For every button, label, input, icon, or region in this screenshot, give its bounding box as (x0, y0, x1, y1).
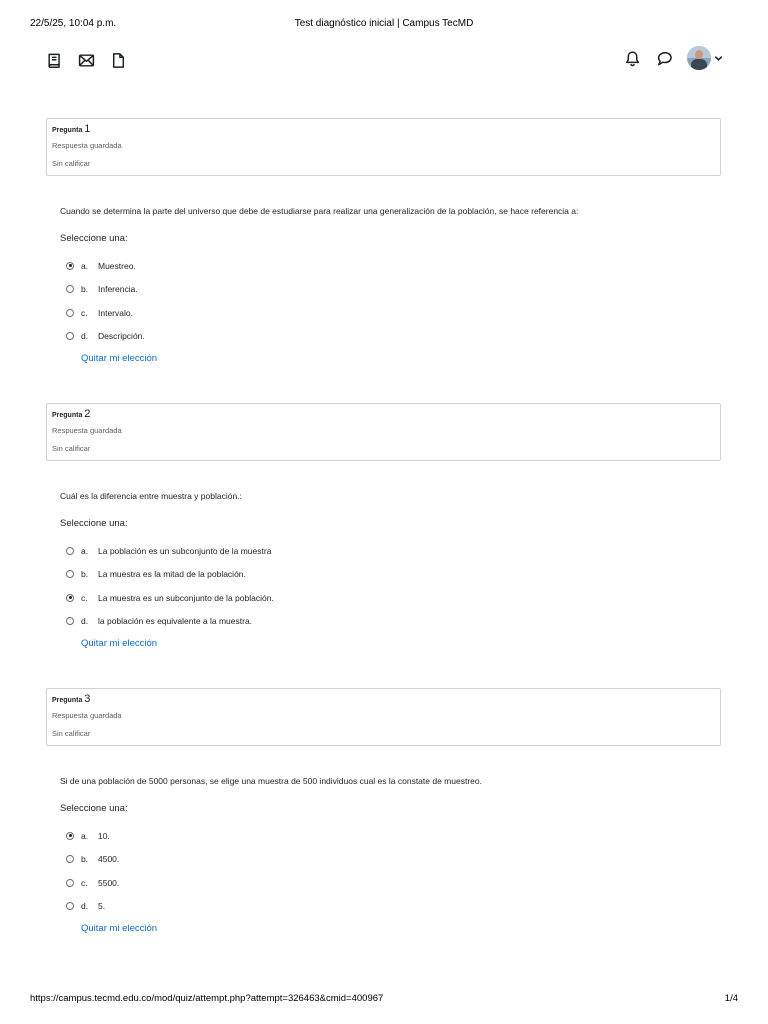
navbar (45, 50, 723, 74)
radio-button[interactable] (66, 285, 74, 293)
radio-button[interactable] (66, 879, 74, 887)
question-info (46, 403, 721, 461)
print-url: https://campus.tecmd.edu.co/mod/quiz/attempt.php?attempt=326463&cmid=400967 (30, 993, 384, 1004)
question-info (46, 118, 721, 176)
answer-prompt: Seleccione una: (60, 233, 128, 244)
user-menu[interactable] (687, 46, 723, 70)
answer-option-a[interactable]: a. La población es un subconjunto de la muestra (60, 539, 710, 563)
question-formulation (60, 205, 710, 366)
answer-list (60, 824, 710, 918)
question-formulation (60, 490, 710, 651)
question-text: Cuando se determina la parte del universo que debe de estudiarse para realizar una generalización de la población, se hace referencia a: (60, 206, 579, 216)
answer-option-a[interactable]: a. Muestreo. (60, 254, 710, 278)
print-datetime: 22/5/25, 10:04 p.m. (30, 18, 117, 29)
chat-bubble-icon[interactable] (655, 48, 673, 68)
answer-option-a[interactable]: a. 10. (60, 824, 710, 848)
radio-button[interactable] (66, 570, 74, 578)
question-grade: Sin calificar (52, 729, 91, 738)
print-page-title: Test diagnóstico inicial | Campus TecMD (294, 18, 474, 29)
radio-button[interactable] (66, 832, 74, 840)
answer-prompt: Seleccione una: (60, 518, 128, 529)
clear-choice-link[interactable]: Quitar mi elección (81, 638, 158, 649)
answer-option-b[interactable]: b. Inferencia. (60, 278, 710, 302)
answer-option-c[interactable]: c. 5500. (60, 871, 710, 895)
question-text: Cuál es la diferencia entre muestra y población.: (60, 491, 242, 501)
bell-icon[interactable] (623, 48, 641, 68)
book-icon[interactable] (45, 50, 63, 70)
answer-option-b[interactable]: b. 4500. (60, 848, 710, 872)
radio-button[interactable] (66, 902, 74, 910)
question-grade: Sin calificar (52, 444, 91, 453)
question-formulation (60, 775, 710, 936)
answer-prompt: Seleccione una: (60, 803, 128, 814)
chevron-down-icon[interactable] (714, 54, 723, 63)
answer-list (60, 539, 710, 633)
print-footer (30, 993, 738, 1009)
document-icon[interactable] (109, 50, 127, 70)
question-text: Si de una población de 5000 personas, se elige una muestra de 500 individuos cual es la constate de muestreo. (60, 776, 482, 786)
radio-button[interactable] (66, 262, 74, 270)
answer-option-b[interactable]: b. La muestra es la mitad de la población. (60, 563, 710, 587)
question-state: Respuesta guardada (52, 426, 122, 435)
answer-option-d[interactable]: d. la población es equivalente a la muestra. (60, 610, 710, 634)
avatar[interactable] (687, 46, 711, 70)
question-info (46, 688, 721, 746)
navbar-left-icons (45, 50, 127, 70)
question-number: Pregunta 2 (52, 408, 91, 420)
question-state: Respuesta guardada (52, 141, 122, 150)
clear-choice-link[interactable]: Quitar mi elección (81, 353, 158, 364)
clear-choice-link[interactable]: Quitar mi elección (81, 923, 158, 934)
radio-button[interactable] (66, 855, 74, 863)
radio-button[interactable] (66, 332, 74, 340)
radio-button[interactable] (66, 309, 74, 317)
answer-option-c[interactable]: c. Intervalo. (60, 301, 710, 325)
print-header (30, 18, 738, 34)
question-grade: Sin calificar (52, 159, 91, 168)
question-number: Pregunta 1 (52, 123, 91, 135)
answer-option-c[interactable]: c. La muestra es un subconjunto de la población. (60, 586, 710, 610)
answer-option-d[interactable]: d. Descripción. (60, 325, 710, 349)
answer-list (60, 254, 710, 348)
print-page-number: 1/4 (724, 993, 738, 1004)
radio-button[interactable] (66, 617, 74, 625)
question-state: Respuesta guardada (52, 711, 122, 720)
envelope-icon[interactable] (77, 50, 95, 70)
answer-option-d[interactable]: d. 5. (60, 895, 710, 919)
radio-button[interactable] (66, 547, 74, 555)
radio-button[interactable] (66, 594, 74, 602)
navbar-right-icons (623, 46, 723, 70)
question-number: Pregunta 3 (52, 693, 91, 705)
